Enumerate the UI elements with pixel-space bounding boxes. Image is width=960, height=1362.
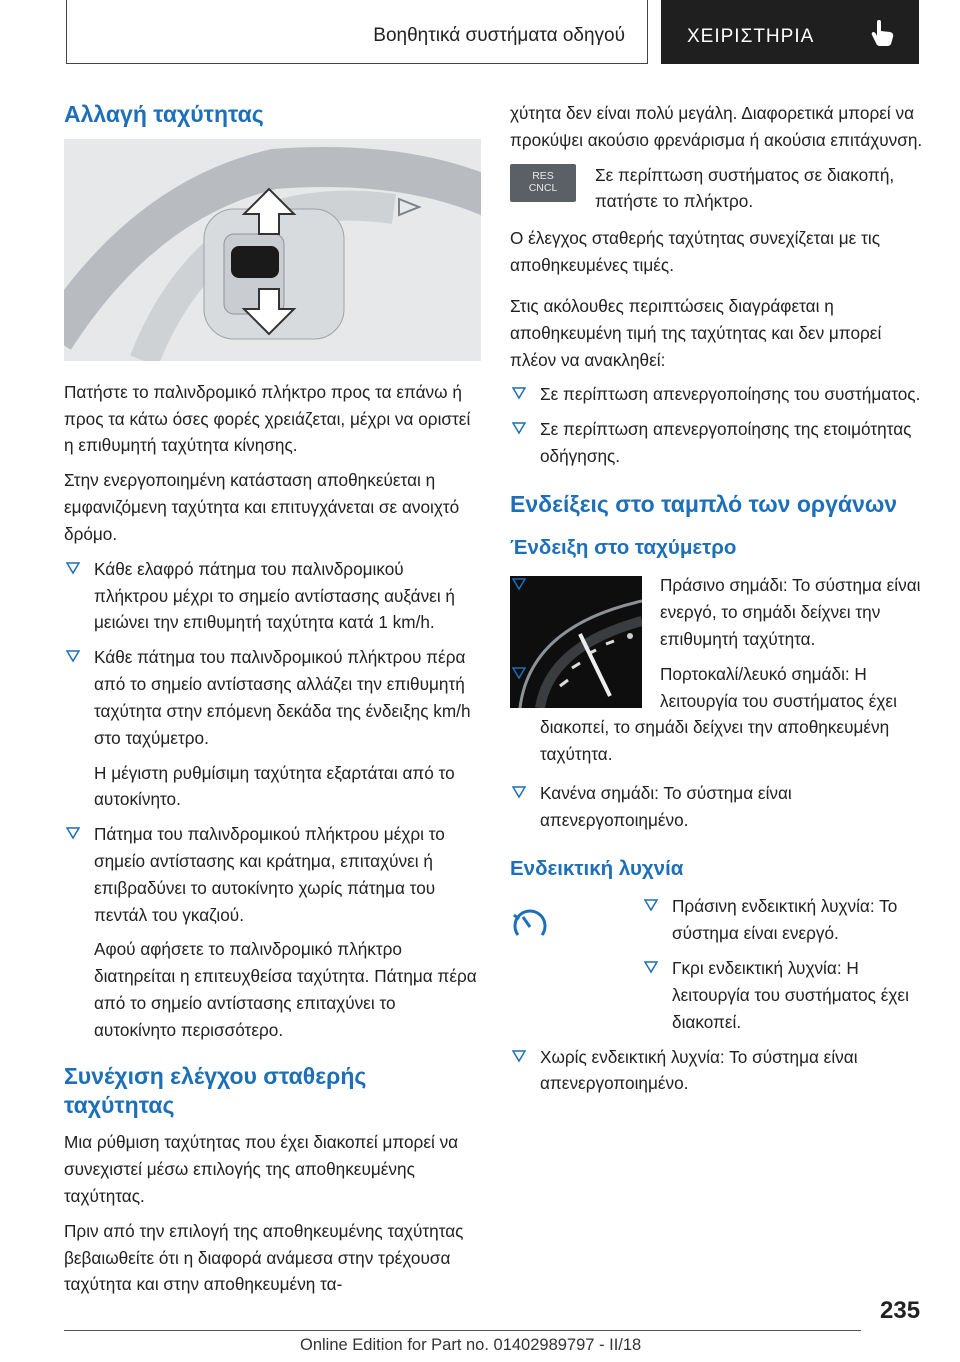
paragraph: χύτητα δεν είναι πολύ μεγάλη. Διαφορετικά μπορεί να προκύψει ακούσιο φρενάρισμα ή ακούσια επιτάχυνση. xyxy=(510,103,923,150)
heading-resume: Συνέχιση ελέγχου σταθερής ταχύτητας xyxy=(64,1062,367,1118)
heading-speedometer: Ένδειξη στο ταχύμετρο xyxy=(510,535,737,559)
paragraph: Μια ρύθμιση ταχύτητας που έχει διακοπεί μπορεί να συνεχιστεί μέσω επιλογής της αποθηκευμένης ταχύτητας. xyxy=(64,1132,459,1206)
list-item: Σε περίπτωση απενεργοποίησης της ετοιμότητας οδήγησης. xyxy=(510,416,927,470)
cruise-control-lamp-icon xyxy=(510,905,550,945)
footer-edition: Online Edition for Part no. 01402989797 - II/18 xyxy=(300,1336,642,1354)
list-item: Γκρι ενδεικτική λυχνία: Η λειτουργία του συστήματος έχει διακοπεί. xyxy=(642,955,927,1035)
list-subtext: Αφού αφήσετε το παλινδρομικό πλήκτρο διατηρείται η επιτευχθείσα ταχύτητα. Πάτημα πέρα από το σημείο αντίστασης επιταχύνει το αυτοκίνητο περισσότερο. xyxy=(94,939,477,1040)
list-item: Κάθε ελαφρό πάτημα του παλινδρομικού πλήκτρου μέχρι το σημείο αντίστασης αυξάνει ή μειώνει την επιθυμητή ταχύτητα κατά 1 km/h. xyxy=(64,556,481,636)
speedometer-block xyxy=(510,572,927,776)
header-section-box xyxy=(66,0,648,64)
triangle-bullet-icon xyxy=(644,960,658,974)
triangle-bullet-icon xyxy=(512,666,526,680)
lamp-block xyxy=(510,893,927,1035)
triangle-bullet-icon xyxy=(512,785,526,799)
page-number: 235 xyxy=(880,1297,921,1324)
triangle-bullet-icon xyxy=(512,1049,526,1063)
list-item: Χωρίς ενδεικτική λυχνία: Το σύστημα είναι απενεργοποιημένο. xyxy=(510,1044,927,1098)
heading-dashboard: Ενδείξεις στο ταμπλό των οργάνων xyxy=(510,490,898,517)
list-subtext: Η μέγιστη ρυθμίσιμη ταχύτητα εξαρτάται από το αυτοκίνητο. xyxy=(94,762,455,810)
triangle-bullet-icon xyxy=(644,898,658,912)
res-cncl-text: Σε περίπτωση συστήματος σε διακοπή, πατήστε το πλήκτρο. xyxy=(595,164,895,212)
left-column xyxy=(64,100,481,1306)
page-header xyxy=(0,0,960,66)
list-item: Σε περίπτωση απενεργοποίησης του συστήματος. xyxy=(510,381,927,408)
chapter-tag: ΧΕΙΡΙΣΤΗΡΙΑ xyxy=(687,26,815,47)
steering-wheel-rocker-image xyxy=(64,139,481,361)
triangle-bullet-icon xyxy=(66,561,80,575)
triangle-bullet-icon xyxy=(512,386,526,400)
paragraph: Πριν από την επιλογή της αποθηκευμένης ταχύτητας βεβαιωθείτε ότι η διαφορά ανάμεσα στην τρέχουσα ταχύτητα και στην αποθηκευμένη τα- xyxy=(64,1220,464,1295)
right-column xyxy=(510,100,927,1105)
section-title: Βοηθητικά συστήματα οδηγού xyxy=(373,25,625,46)
header-tag-box xyxy=(661,0,919,64)
paragraph: Ο έλεγχος σταθερής ταχύτητας συνεχίζεται με τις αποθηκευμένες τιμές. xyxy=(510,228,880,276)
res-cncl-row xyxy=(510,162,927,216)
list-item: Πράσινη ενδεικτική λυχνία: Το σύστημα είναι ενεργό. xyxy=(642,893,927,947)
triangle-bullet-icon xyxy=(512,577,526,591)
heading-speed-change: Αλλαγή ταχύτητας xyxy=(64,101,264,127)
list-item: Πράσινο σημάδι: Το σύστημα είναι ενεργό, το σημάδι δείχνει την επιθυμητή ταχύτητα. xyxy=(510,572,927,652)
res-cncl-button-icon: RES CNCL xyxy=(510,164,576,202)
paragraph: Πατήστε το παλινδρομικό πλήκτρο προς τα επάνω ή προς τα κάτω όσες φορές χρειάζεται, μέχρι να οριστεί η επιθυμητή ταχύτητα κίνησης. xyxy=(64,381,471,456)
list-item: Πορτοκαλί/λευκό σημάδι: Η λειτουργία του συστήματος έχει διακοπεί, το σημάδι δείχνει την αποθηκευμένη ταχύτητα. xyxy=(510,661,927,768)
heading-indicator-lamp: Ενδεικτική λυχνία xyxy=(510,856,684,880)
paragraph: Στην ενεργοποιημένη κατάσταση αποθηκεύεται η εμφανιζόμενη ταχύτητα και επιτυγχάνεται σε ανοιχτό δρόμο. xyxy=(64,470,460,544)
footer-divider xyxy=(64,1330,861,1331)
hand-pointer-icon xyxy=(868,18,898,48)
list-item: Πάτημα του παλινδρομικού πλήκτρου μέχρι το σημείο αντίστασης και κράτημα, επιταχύνει ή επιβραδύνει το αυτοκίνητο χωρίς πάτημα του πεντάλ του γκαζιού. xyxy=(64,821,481,928)
list-item: Κανένα σημάδι: Το σύστημα είναι απενεργοποιημένο. xyxy=(510,780,927,834)
triangle-bullet-icon xyxy=(512,421,526,435)
triangle-bullet-icon xyxy=(66,649,80,663)
triangle-bullet-icon xyxy=(66,826,80,840)
paragraph: Στις ακόλουθες περιπτώσεις διαγράφεται η αποθηκευμένη τιμή της ταχύτητας και δεν μπορεί πλέον να ανακληθεί: xyxy=(510,295,882,370)
list-item: Κάθε πάτημα του παλινδρομικού πλήκτρου πέρα από το σημείο αντίστασης αλλάζει την επιθυμητή ταχύτητα στην επόμενη δεκάδα της ένδειξης km/h στο ταχύμετρο. xyxy=(64,644,481,751)
